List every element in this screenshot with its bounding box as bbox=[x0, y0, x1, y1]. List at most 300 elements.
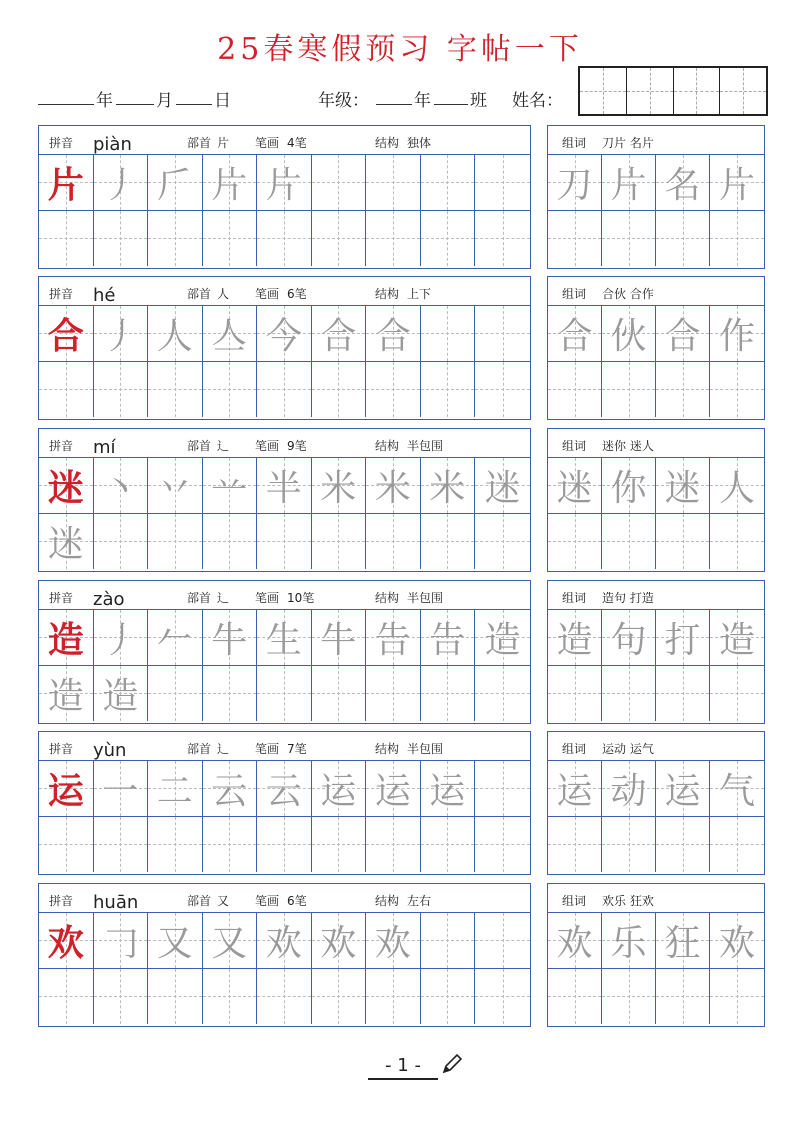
tianzige-cell[interactable] bbox=[475, 211, 530, 267]
tianzige-cell[interactable] bbox=[602, 610, 656, 666]
tianzige-cell[interactable] bbox=[203, 969, 258, 1025]
tianzige-cell[interactable] bbox=[421, 761, 476, 817]
radical-value: 辶 bbox=[217, 742, 230, 756]
tianzige-cell[interactable] bbox=[148, 306, 203, 362]
header-row bbox=[38, 86, 578, 112]
stroke-step-character: 𠂆 bbox=[156, 164, 193, 206]
stroke-step-character: 云 bbox=[265, 770, 302, 812]
word-character: 合 bbox=[664, 315, 701, 357]
radical-label: 部首 bbox=[187, 742, 212, 756]
words-info-row bbox=[548, 581, 764, 610]
word-character: 名 bbox=[664, 164, 701, 206]
tianzige-cell[interactable] bbox=[94, 211, 149, 267]
tianzige-cell[interactable] bbox=[475, 969, 530, 1025]
strokes-value: 7笔 bbox=[287, 742, 307, 756]
tianzige-cell[interactable] bbox=[39, 362, 94, 418]
tianzige-cell[interactable] bbox=[421, 969, 476, 1025]
structure-value: 半包围 bbox=[407, 439, 444, 453]
structure-value: 上下 bbox=[407, 287, 432, 301]
stroke-step-character: 云 bbox=[211, 770, 248, 812]
tianzige-cell[interactable] bbox=[94, 362, 149, 418]
word-character: 狂 bbox=[664, 922, 701, 964]
stroke-step-character: 𠂉 bbox=[156, 619, 193, 661]
tianzige-cell[interactable] bbox=[475, 306, 530, 362]
tianzige-cell[interactable] bbox=[475, 155, 530, 211]
stroke-practice-panel bbox=[38, 276, 531, 420]
tianzige-cell[interactable] bbox=[602, 913, 656, 969]
word-grid bbox=[548, 913, 764, 1026]
tianzige-cell[interactable] bbox=[602, 155, 656, 211]
stroke-step-character: 造 bbox=[102, 675, 139, 717]
tianzige-cell[interactable] bbox=[257, 913, 312, 969]
words-value: 刀片 名片 bbox=[602, 136, 654, 150]
pinyin-value: mí bbox=[93, 437, 116, 458]
tianzige-cell[interactable] bbox=[148, 761, 203, 817]
strokes-label: 笔画 bbox=[255, 591, 280, 605]
tianzige-cell[interactable] bbox=[366, 306, 421, 362]
tianzige-cell[interactable] bbox=[148, 514, 203, 570]
tianzige-cell[interactable] bbox=[548, 458, 602, 514]
tianzige-cell[interactable] bbox=[94, 458, 149, 514]
tianzige-cell[interactable] bbox=[602, 458, 656, 514]
tianzige-cell[interactable] bbox=[39, 458, 94, 514]
tianzige-cell[interactable] bbox=[710, 306, 764, 362]
tianzige-cell[interactable] bbox=[548, 817, 602, 873]
tianzige-cell[interactable] bbox=[710, 514, 764, 570]
word-character: 气 bbox=[718, 770, 755, 812]
tianzige-cell[interactable] bbox=[710, 362, 764, 418]
stroke-step-character: 米 bbox=[429, 467, 466, 509]
char-info-row bbox=[39, 884, 530, 913]
day-label: 日 bbox=[214, 91, 231, 111]
tianzige-cell[interactable] bbox=[656, 969, 710, 1025]
tianzige-cell[interactable] bbox=[257, 458, 312, 514]
tianzige-cell[interactable] bbox=[312, 913, 367, 969]
tianzige-cell[interactable] bbox=[203, 211, 258, 267]
stroke-step-character: 欢 bbox=[374, 922, 411, 964]
tianzige-cell[interactable] bbox=[203, 913, 258, 969]
tianzige-cell[interactable] bbox=[548, 610, 602, 666]
stroke-step-character: 半 bbox=[265, 467, 302, 509]
structure-value: 半包围 bbox=[407, 591, 444, 605]
word-character: 迷 bbox=[556, 467, 593, 509]
words-label: 组词 bbox=[562, 894, 587, 908]
char-info-row bbox=[39, 429, 530, 458]
tianzige-cell[interactable] bbox=[656, 211, 710, 267]
tianzige-cell[interactable] bbox=[94, 514, 149, 570]
word-practice-panel bbox=[547, 276, 765, 420]
structure-label: 结构 bbox=[375, 136, 400, 150]
stroke-step-character: 欢 bbox=[320, 922, 357, 964]
tianzige-cell[interactable] bbox=[39, 817, 94, 873]
stroke-step-character: 合 bbox=[320, 315, 357, 357]
pinyin-value: piàn bbox=[93, 134, 132, 155]
tianzige-cell[interactable] bbox=[710, 155, 764, 211]
name-box[interactable] bbox=[674, 68, 721, 114]
word-character: 你 bbox=[610, 467, 647, 509]
tianzige-cell[interactable] bbox=[656, 306, 710, 362]
month-blank[interactable] bbox=[116, 86, 154, 105]
tianzige-cell[interactable] bbox=[257, 761, 312, 817]
word-grid bbox=[548, 610, 764, 723]
tianzige-cell[interactable] bbox=[421, 913, 476, 969]
grade-blank[interactable] bbox=[376, 86, 412, 105]
word-character: 人 bbox=[718, 467, 755, 509]
writing-grid bbox=[39, 155, 530, 268]
tianzige-cell[interactable] bbox=[312, 458, 367, 514]
tianzige-cell[interactable] bbox=[656, 458, 710, 514]
tianzige-cell[interactable] bbox=[94, 817, 149, 873]
tianzige-cell[interactable] bbox=[602, 666, 656, 722]
tianzige-cell[interactable] bbox=[656, 362, 710, 418]
tianzige-cell[interactable] bbox=[257, 306, 312, 362]
stroke-step-character: 今 bbox=[265, 315, 302, 357]
stroke-step-character: 又 bbox=[211, 922, 248, 964]
tianzige-cell[interactable] bbox=[203, 155, 258, 211]
tianzige-cell[interactable] bbox=[656, 514, 710, 570]
words-label: 组词 bbox=[562, 742, 587, 756]
tianzige-cell[interactable] bbox=[548, 155, 602, 211]
tianzige-cell[interactable] bbox=[148, 817, 203, 873]
tianzige-cell[interactable] bbox=[366, 514, 421, 570]
tianzige-cell[interactable] bbox=[39, 969, 94, 1025]
tianzige-cell[interactable] bbox=[421, 666, 476, 722]
stroke-step-character: 运 bbox=[374, 770, 411, 812]
structure-value: 独体 bbox=[407, 136, 432, 150]
tianzige-cell[interactable] bbox=[203, 306, 258, 362]
tianzige-cell[interactable] bbox=[366, 610, 421, 666]
strokes-value: 4笔 bbox=[287, 136, 307, 150]
tianzige-cell[interactable] bbox=[366, 817, 421, 873]
word-character: 造 bbox=[556, 619, 593, 661]
word-character: 作 bbox=[718, 315, 755, 357]
tianzige-cell[interactable] bbox=[366, 211, 421, 267]
tianzige-cell[interactable] bbox=[366, 969, 421, 1025]
stroke-step-character: 运 bbox=[320, 770, 357, 812]
structure-label: 结构 bbox=[375, 742, 400, 756]
year-label: 年 bbox=[96, 91, 113, 111]
tianzige-cell[interactable] bbox=[710, 610, 764, 666]
page-title: 25春寒假预习 字帖一下 bbox=[217, 32, 583, 67]
tianzige-cell[interactable] bbox=[421, 362, 476, 418]
tianzige-cell[interactable] bbox=[421, 610, 476, 666]
tianzige-cell[interactable] bbox=[39, 514, 94, 570]
tianzige-cell[interactable] bbox=[602, 306, 656, 362]
word-character: 片 bbox=[610, 164, 647, 206]
words-info-row bbox=[548, 277, 764, 306]
tianzige-cell[interactable] bbox=[148, 458, 203, 514]
word-grid bbox=[548, 761, 764, 874]
year-blank[interactable] bbox=[38, 86, 94, 105]
radical-label: 部首 bbox=[187, 439, 212, 453]
stroke-step-character: 𠃌 bbox=[102, 922, 139, 964]
tianzige-cell[interactable] bbox=[710, 969, 764, 1025]
stroke-step-character: 䒑 bbox=[211, 467, 248, 509]
tianzige-cell[interactable] bbox=[710, 761, 764, 817]
words-value: 欢乐 狂欢 bbox=[602, 894, 654, 908]
tianzige-cell[interactable] bbox=[548, 306, 602, 362]
pinyin-value: zào bbox=[93, 589, 125, 610]
name-box[interactable] bbox=[627, 68, 674, 114]
stroke-practice-panel bbox=[38, 580, 531, 724]
stroke-step-character: 迷 bbox=[47, 523, 84, 565]
word-character: 动 bbox=[610, 770, 647, 812]
word-character: 欢 bbox=[556, 922, 593, 964]
tianzige-cell[interactable] bbox=[475, 610, 530, 666]
tianzige-cell[interactable] bbox=[602, 761, 656, 817]
writing-grid bbox=[39, 913, 530, 1026]
words-value: 造句 打造 bbox=[602, 591, 654, 605]
stroke-step-character: 片 bbox=[265, 164, 302, 206]
stroke-step-character: 造 bbox=[47, 675, 84, 717]
tianzige-cell[interactable] bbox=[475, 913, 530, 969]
tianzige-cell[interactable] bbox=[312, 362, 367, 418]
pinyin-value: hé bbox=[93, 285, 116, 306]
stroke-step-character: 片 bbox=[211, 164, 248, 206]
tianzige-cell[interactable] bbox=[94, 666, 149, 722]
radical-value: 辶 bbox=[217, 591, 230, 605]
stroke-step-character: 告 bbox=[429, 619, 466, 661]
stroke-step-character: 合 bbox=[374, 315, 411, 357]
tianzige-cell[interactable] bbox=[203, 458, 258, 514]
tianzige-cell[interactable] bbox=[656, 610, 710, 666]
tianzige-cell[interactable] bbox=[148, 666, 203, 722]
tianzige-cell[interactable] bbox=[548, 211, 602, 267]
month-label: 月 bbox=[156, 91, 173, 111]
tianzige-cell[interactable] bbox=[602, 969, 656, 1025]
strokes-label: 笔画 bbox=[255, 894, 280, 908]
word-character: 迷 bbox=[664, 467, 701, 509]
tianzige-cell[interactable] bbox=[203, 610, 258, 666]
tianzige-cell[interactable] bbox=[94, 761, 149, 817]
tianzige-cell[interactable] bbox=[148, 211, 203, 267]
tianzige-cell[interactable] bbox=[421, 155, 476, 211]
stroke-step-character: 丿 bbox=[102, 164, 139, 206]
structure-label: 结构 bbox=[375, 591, 400, 605]
tianzige-cell[interactable] bbox=[710, 666, 764, 722]
stroke-step-character: 人 bbox=[156, 315, 193, 357]
tianzige-cell[interactable] bbox=[94, 610, 149, 666]
writing-grid bbox=[39, 610, 530, 723]
tianzige-cell[interactable] bbox=[39, 155, 94, 211]
tianzige-cell[interactable] bbox=[203, 362, 258, 418]
grade-label: 年级： bbox=[318, 91, 369, 111]
tianzige-cell[interactable] bbox=[366, 155, 421, 211]
tianzige-cell[interactable] bbox=[366, 913, 421, 969]
word-character: 造 bbox=[718, 619, 755, 661]
tianzige-cell[interactable] bbox=[312, 306, 367, 362]
tianzige-cell[interactable] bbox=[257, 514, 312, 570]
tianzige-cell[interactable] bbox=[710, 458, 764, 514]
tianzige-cell[interactable] bbox=[656, 155, 710, 211]
radical-label: 部首 bbox=[187, 287, 212, 301]
name-box[interactable] bbox=[720, 68, 766, 114]
tianzige-cell[interactable] bbox=[421, 458, 476, 514]
tianzige-cell[interactable] bbox=[203, 514, 258, 570]
tianzige-cell[interactable] bbox=[421, 817, 476, 873]
char-info-row bbox=[39, 581, 530, 610]
pinyin-label: 拼音 bbox=[49, 591, 74, 605]
tianzige-cell[interactable] bbox=[312, 211, 367, 267]
tianzige-cell[interactable] bbox=[39, 913, 94, 969]
name-boxes[interactable] bbox=[578, 66, 768, 116]
radical-value: 又 bbox=[217, 894, 230, 908]
tianzige-cell[interactable] bbox=[366, 666, 421, 722]
tianzige-cell[interactable] bbox=[475, 761, 530, 817]
tianzige-cell[interactable] bbox=[421, 211, 476, 267]
strokes-value: 9笔 bbox=[287, 439, 307, 453]
tianzige-cell[interactable] bbox=[312, 761, 367, 817]
stroke-practice-panel bbox=[38, 428, 531, 572]
tianzige-cell[interactable] bbox=[475, 514, 530, 570]
stroke-step-character: 丷 bbox=[156, 467, 193, 509]
stroke-step-character: 一 bbox=[102, 770, 139, 812]
radical-label: 部首 bbox=[187, 136, 212, 150]
tianzige-cell[interactable] bbox=[39, 211, 94, 267]
stroke-step-character: 牛 bbox=[320, 619, 357, 661]
day-blank[interactable] bbox=[176, 86, 212, 105]
word-practice-panel bbox=[547, 125, 765, 269]
words-info-row bbox=[548, 429, 764, 458]
structure-label: 结构 bbox=[375, 894, 400, 908]
model-character: 运 bbox=[47, 770, 84, 812]
tianzige-cell[interactable] bbox=[257, 817, 312, 873]
tianzige-cell[interactable] bbox=[656, 913, 710, 969]
word-practice-panel bbox=[547, 428, 765, 572]
stroke-step-character: 米 bbox=[374, 467, 411, 509]
tianzige-cell[interactable] bbox=[421, 514, 476, 570]
tianzige-cell[interactable] bbox=[257, 610, 312, 666]
strokes-label: 笔画 bbox=[255, 742, 280, 756]
strokes-label: 笔画 bbox=[255, 287, 280, 301]
tianzige-cell[interactable] bbox=[475, 458, 530, 514]
tianzige-cell[interactable] bbox=[203, 666, 258, 722]
grade-year-label: 年 bbox=[414, 91, 431, 111]
word-practice-panel bbox=[547, 883, 765, 1027]
word-grid bbox=[548, 155, 764, 268]
tianzige-cell[interactable] bbox=[148, 913, 203, 969]
tianzige-cell[interactable] bbox=[656, 666, 710, 722]
page-number: - 1 - bbox=[368, 1055, 438, 1080]
tianzige-cell[interactable] bbox=[94, 306, 149, 362]
tianzige-cell[interactable] bbox=[148, 969, 203, 1025]
tianzige-cell[interactable] bbox=[602, 817, 656, 873]
stroke-step-character: 丿 bbox=[102, 315, 139, 357]
tianzige-cell[interactable] bbox=[366, 362, 421, 418]
class-label: 班 bbox=[470, 91, 487, 111]
stroke-step-character: 丿 bbox=[102, 619, 139, 661]
tianzige-cell[interactable] bbox=[94, 155, 149, 211]
word-character: 乐 bbox=[610, 922, 647, 964]
stroke-practice-panel bbox=[38, 883, 531, 1027]
model-character: 迷 bbox=[47, 467, 84, 509]
tianzige-cell[interactable] bbox=[257, 362, 312, 418]
tianzige-cell[interactable] bbox=[312, 514, 367, 570]
words-label: 组词 bbox=[562, 136, 587, 150]
word-character: 运 bbox=[664, 770, 701, 812]
tianzige-cell[interactable] bbox=[475, 666, 530, 722]
class-blank[interactable] bbox=[434, 86, 468, 105]
tianzige-cell[interactable] bbox=[257, 211, 312, 267]
tianzige-cell[interactable] bbox=[39, 306, 94, 362]
tianzige-cell[interactable] bbox=[710, 211, 764, 267]
tianzige-cell[interactable] bbox=[94, 913, 149, 969]
radical-value: 辶 bbox=[217, 439, 230, 453]
tianzige-cell[interactable] bbox=[94, 969, 149, 1025]
tianzige-cell[interactable] bbox=[257, 155, 312, 211]
pinyin-label: 拼音 bbox=[49, 894, 74, 908]
word-character: 伙 bbox=[610, 315, 647, 357]
tianzige-cell[interactable] bbox=[39, 666, 94, 722]
stroke-step-character: 牛 bbox=[211, 619, 248, 661]
tianzige-cell[interactable] bbox=[656, 761, 710, 817]
tianzige-cell[interactable] bbox=[548, 362, 602, 418]
word-practice-panel bbox=[547, 731, 765, 875]
tianzige-cell[interactable] bbox=[203, 761, 258, 817]
stroke-step-character: 告 bbox=[374, 619, 411, 661]
tianzige-cell[interactable] bbox=[602, 362, 656, 418]
tianzige-cell[interactable] bbox=[148, 155, 203, 211]
tianzige-cell[interactable] bbox=[475, 817, 530, 873]
tianzige-cell[interactable] bbox=[257, 969, 312, 1025]
word-grid bbox=[548, 306, 764, 419]
tianzige-cell[interactable] bbox=[312, 666, 367, 722]
tianzige-cell[interactable] bbox=[312, 817, 367, 873]
tianzige-cell[interactable] bbox=[203, 817, 258, 873]
writing-grid bbox=[39, 761, 530, 874]
name-box[interactable] bbox=[580, 68, 627, 114]
word-character: 欢 bbox=[718, 922, 755, 964]
char-info-row bbox=[39, 126, 530, 155]
tianzige-cell[interactable] bbox=[548, 913, 602, 969]
tianzige-cell[interactable] bbox=[257, 666, 312, 722]
tianzige-cell[interactable] bbox=[548, 514, 602, 570]
tianzige-cell[interactable] bbox=[710, 913, 764, 969]
tianzige-cell[interactable] bbox=[548, 666, 602, 722]
tianzige-cell[interactable] bbox=[148, 362, 203, 418]
pen-icon bbox=[440, 1052, 464, 1076]
tianzige-cell[interactable] bbox=[312, 969, 367, 1025]
tianzige-cell[interactable] bbox=[602, 211, 656, 267]
words-value: 迷你 迷人 bbox=[602, 439, 654, 453]
tianzige-cell[interactable] bbox=[548, 969, 602, 1025]
model-character: 欢 bbox=[47, 922, 84, 964]
tianzige-cell[interactable] bbox=[656, 817, 710, 873]
words-info-row bbox=[548, 884, 764, 913]
tianzige-cell[interactable] bbox=[312, 155, 367, 211]
structure-label: 结构 bbox=[375, 439, 400, 453]
tianzige-cell[interactable] bbox=[39, 610, 94, 666]
radical-label: 部首 bbox=[187, 894, 212, 908]
tianzige-cell[interactable] bbox=[366, 458, 421, 514]
radical-label: 部首 bbox=[187, 591, 212, 605]
word-character: 句 bbox=[610, 619, 647, 661]
tianzige-cell[interactable] bbox=[366, 761, 421, 817]
tianzige-cell[interactable] bbox=[548, 761, 602, 817]
strokes-value: 10笔 bbox=[287, 591, 315, 605]
stroke-step-character: 亼 bbox=[211, 315, 248, 357]
tianzige-cell[interactable] bbox=[421, 306, 476, 362]
tianzige-cell[interactable] bbox=[602, 514, 656, 570]
tianzige-cell[interactable] bbox=[148, 610, 203, 666]
words-label: 组词 bbox=[562, 591, 587, 605]
tianzige-cell[interactable] bbox=[475, 362, 530, 418]
tianzige-cell[interactable] bbox=[710, 817, 764, 873]
tianzige-cell[interactable] bbox=[312, 610, 367, 666]
word-character: 打 bbox=[664, 619, 701, 661]
tianzige-cell[interactable] bbox=[39, 761, 94, 817]
char-info-row bbox=[39, 277, 530, 306]
